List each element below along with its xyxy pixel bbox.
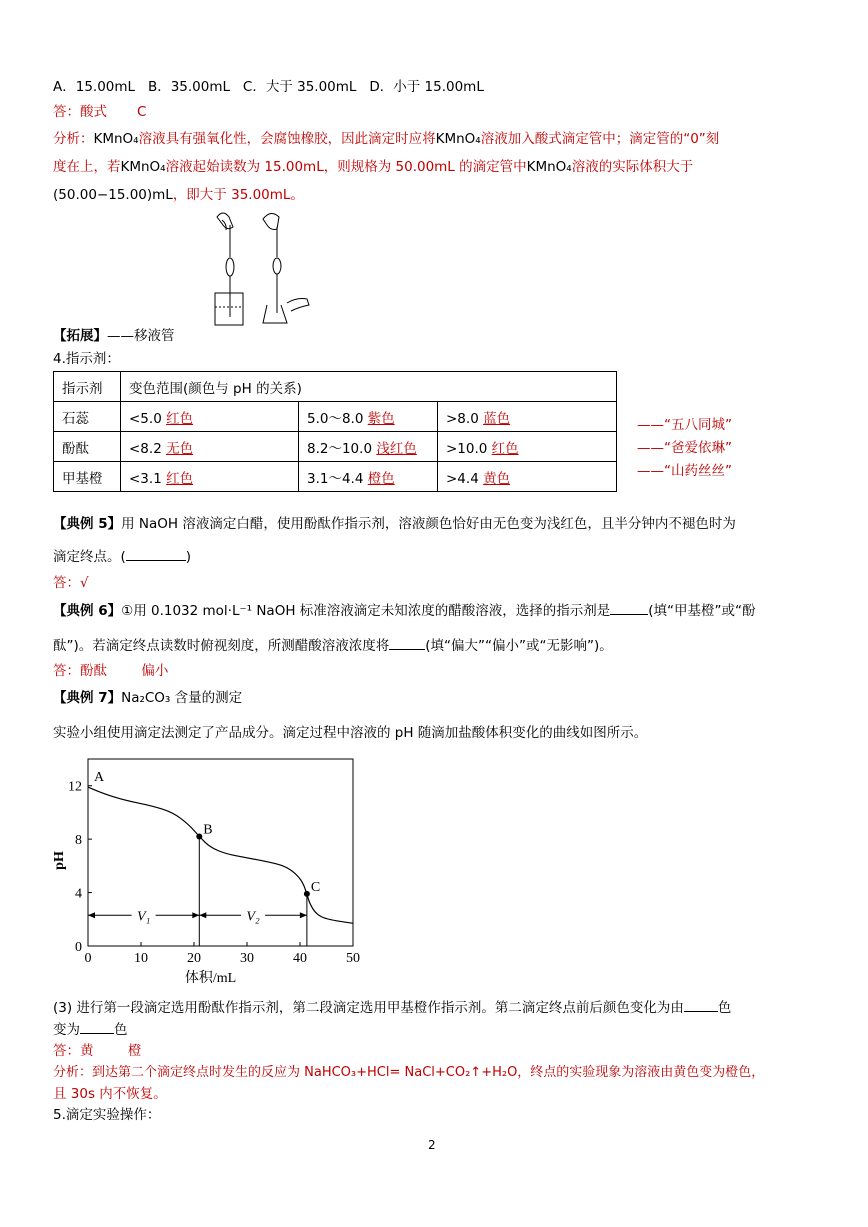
- bracket-label: 【拓展】: [53, 328, 107, 344]
- table-row: [54, 432, 617, 462]
- example-label: 【典例 7】: [53, 690, 122, 706]
- mnemonic-litmus: ——“五八同城”: [637, 417, 732, 433]
- color: 浅红色: [376, 440, 417, 457]
- answer-1: [53, 100, 146, 120]
- y-tick-label: 12: [68, 779, 82, 795]
- question-text: 色: [114, 1022, 128, 1038]
- section-4-heading: 4.指示剂：: [53, 351, 120, 367]
- point-label: A: [94, 770, 105, 786]
- text: ，即大于 35.00mL。: [172, 187, 304, 203]
- range: <8.2: [129, 440, 167, 457]
- indicator-name: 酚酞: [54, 432, 121, 462]
- indicator-name: 甲基橙: [54, 462, 121, 492]
- example-6-line-2: [53, 634, 613, 654]
- y-tick-label: 8: [75, 833, 82, 849]
- color: 蓝色: [483, 410, 511, 427]
- color: 红色: [166, 410, 194, 427]
- range: >4.4: [446, 470, 484, 487]
- titration-curve: [88, 787, 353, 923]
- answer-text: 答：黄: [53, 1043, 94, 1059]
- analysis-1-line-1: [53, 127, 719, 147]
- range: 8.2～10.0: [307, 440, 377, 457]
- circled-number: ①: [121, 603, 134, 619]
- formula: KMnO₄: [120, 159, 166, 175]
- color: 紫色: [367, 410, 395, 427]
- example-text: ): [185, 549, 192, 565]
- range-cell: [121, 462, 299, 492]
- expand-text: ——移液管: [107, 328, 175, 344]
- analysis-1-line-2: [53, 155, 693, 175]
- indicator-table: [53, 371, 617, 492]
- range: >10.0: [446, 440, 492, 457]
- range-cell: [299, 402, 438, 432]
- analysis-3-line-2: 且 30s 内不恢复。: [53, 1086, 167, 1102]
- point-label: C: [310, 879, 321, 895]
- example-text: 滴定终点。(: [53, 549, 126, 565]
- example-7: [53, 686, 242, 706]
- range-cell: [299, 432, 438, 462]
- answer-blank: [610, 614, 648, 615]
- curve-point: [196, 833, 202, 839]
- y-tick-label: 0: [75, 940, 82, 955]
- y-axis-label: pH: [52, 851, 67, 870]
- plot-frame: [88, 759, 353, 946]
- example-text: 用 NaOH 溶液滴定白醋，使用酚酞作指示剂，溶液颜色恰好由无色变为浅红色，且半分钟内不褪色时为: [121, 516, 736, 532]
- question-text: (3) 进行第一段滴定选用酚酞作指示剂，第二段滴定选用甲基橙作指示剂。第二滴定终点前后颜色变化为由: [53, 1000, 684, 1016]
- analysis-3-line-1: 分析：到达第二个滴定终点时发生的反应为 NaHCO₃+HCl= NaCl+CO₂↑+H₂O，终点的实验现象为溶液由黄色变为橙色，: [53, 1065, 765, 1080]
- mnemonic-methyl-orange: ——“山药丝丝”: [637, 463, 732, 479]
- answer-blank: [684, 1011, 718, 1012]
- range: >8.0: [446, 410, 484, 427]
- answer-1-label: 答：酸式: [53, 104, 107, 120]
- option-b: B．35.00mL: [147, 79, 231, 95]
- indicator-name: 石蕊: [54, 402, 121, 432]
- formula: KMnO₄: [435, 131, 481, 147]
- x-tick-label: 0: [84, 951, 92, 966]
- example-5: [53, 512, 736, 532]
- table-header-cell: 指示剂: [54, 372, 121, 402]
- answer-blank: [389, 649, 425, 650]
- range-cell: [121, 432, 299, 462]
- page-number: 2: [428, 1138, 436, 1152]
- answer-3: [53, 1039, 141, 1059]
- interval-label: V₁: [136, 909, 151, 925]
- answer-blank: [126, 560, 186, 561]
- question-text: 色: [717, 1000, 732, 1016]
- x-axis-label: 体积/mL: [184, 971, 237, 986]
- text: 溶液具有强氧化性，会腐蚀橡胶，因此滴定时应将: [138, 131, 436, 147]
- example-text: (填“甲基橙”或“酚: [648, 603, 756, 619]
- text: 溶液加入酸式滴定管中；滴定管的“0”刻: [480, 131, 720, 147]
- range-cell: [438, 462, 617, 492]
- table-header-row: [54, 372, 617, 402]
- color: 红色: [491, 440, 519, 457]
- example-text: (填“偏大”“偏小”或“无影响”)。: [425, 638, 613, 654]
- answer-6: [53, 659, 168, 679]
- answer-text: 答：酚酞: [53, 663, 107, 679]
- arrow-head: [300, 912, 307, 918]
- analysis-1-line-3: [53, 183, 304, 203]
- example-7-intro: 实验小组使用滴定法测定了产品成分。滴定过程中溶液的 pH 随滴加盐酸体积变化的曲线如图所示。: [53, 725, 648, 741]
- arrow-head: [88, 912, 95, 918]
- interval-label: V₂: [246, 909, 260, 925]
- text: 溶液的实际体积大于: [571, 159, 694, 175]
- range: <3.1: [129, 470, 167, 487]
- section-5-heading: 5.滴定实验操作：: [53, 1107, 161, 1123]
- text: 溶液起始读数为 15.00mL，则规格为 50.00mL 的滴定管中: [165, 159, 527, 175]
- x-tick-label: 30: [240, 951, 254, 966]
- table-row: [54, 462, 617, 492]
- range: <5.0: [129, 410, 167, 427]
- range-cell: [438, 432, 617, 462]
- x-tick-label: 20: [187, 951, 201, 966]
- color: 红色: [166, 470, 194, 487]
- color: 橙色: [367, 470, 395, 487]
- range: 3.1～4.4: [307, 470, 368, 487]
- option-a: A．15.00mL: [53, 79, 136, 95]
- curve-point: [304, 891, 310, 897]
- x-tick-label: 50: [346, 951, 360, 966]
- formula: KMnO₄: [93, 131, 139, 147]
- arrow-head: [199, 912, 206, 918]
- option-c: C．大于 35.00mL: [242, 79, 357, 95]
- formula: KMnO₄: [526, 159, 572, 175]
- titration-chart: [52, 752, 375, 986]
- example-label: 【典例 6】: [53, 603, 122, 619]
- answer-text: 橙: [127, 1043, 142, 1059]
- question-text: 变为: [53, 1022, 80, 1038]
- mnemonic-phenolphthalein: ——“爸爱依琳”: [637, 440, 732, 456]
- formula: (50.00−15.00)mL: [53, 187, 173, 203]
- question-3-line-2: [53, 1018, 128, 1038]
- expand-heading: [53, 324, 175, 344]
- answer-1-choice: C: [137, 104, 147, 120]
- y-tick-label: 4: [75, 886, 82, 902]
- color: 黄色: [483, 470, 511, 487]
- text: 分析：: [53, 131, 94, 147]
- example-5-line-2: [53, 545, 191, 565]
- range-cell: [121, 402, 299, 432]
- example-title: Na₂CO₃ 含量的测定: [121, 690, 243, 706]
- x-tick-label: 10: [134, 951, 148, 966]
- option-d: D．小于 15.00mL: [369, 79, 484, 95]
- example-text: 酞”)。若滴定终点读数时俯视刻度，所测醋酸溶液浓度将: [53, 638, 390, 654]
- point-label: B: [203, 822, 213, 838]
- table-row: [54, 402, 617, 432]
- range-cell: [299, 462, 438, 492]
- range-cell: [438, 402, 617, 432]
- range: 5.0～8.0: [307, 410, 368, 427]
- question-3-line-1: [53, 996, 731, 1016]
- example-6: [53, 599, 756, 619]
- table-header-cell: 变色范围(颜色与 pH 的关系): [121, 372, 617, 402]
- color: 无色: [166, 440, 194, 457]
- answer-text: 偏小: [141, 663, 169, 679]
- example-label: 【典例 5】: [53, 516, 122, 532]
- answer-blank: [80, 1033, 114, 1034]
- text: 度在上，若: [53, 159, 121, 175]
- example-text: 用 0.1032 mol·L⁻¹ NaOH 标准溶液滴定未知浓度的醋酸溶液，选择的指示剂是: [133, 603, 611, 619]
- x-tick-label: 40: [293, 951, 307, 966]
- pipette-illustration: [205, 205, 315, 330]
- answer-options: [53, 75, 484, 95]
- answer-5: 答：√: [53, 575, 89, 591]
- arrow-head: [192, 912, 199, 918]
